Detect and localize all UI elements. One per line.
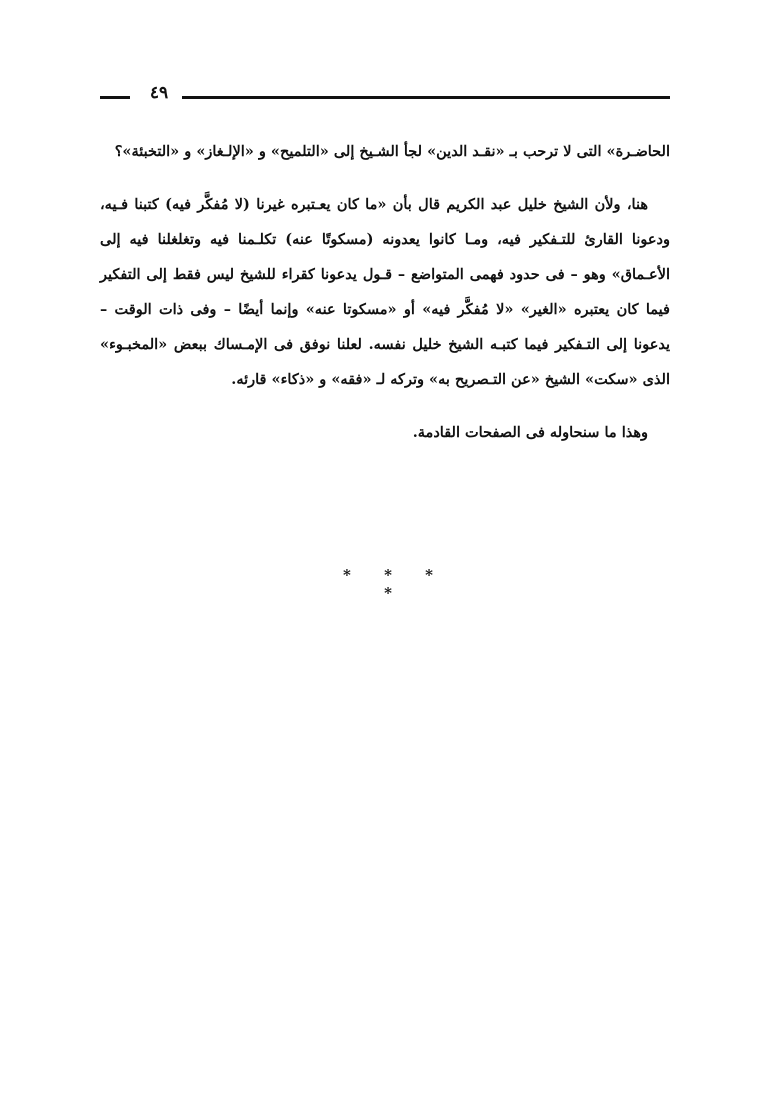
paragraph-2: هنا، ولأن الشيخ خليل عبد الكريم قال بأن «ما كان يعـتبره غيرنا (لا مُفكَّر فيه) كتبنا فـيه، ودعونا القارئ للتـفكير فيه، ومـا كانوا يعدونه (مسكوتًا عنه) تكلـمنا فيه وتغلغلنا فيه إلى الأعـماق» وهو – فى حدود فهمى المتواضع – قـول يدعونا كقراء للشيخ ليس فقط إلى التفكير فيما كان يعتبره «الغير» «لا مُفكَّر فيه» أو «مسكوتا عنه» وإنما أيضًا – وفى ذات الوقت – يدعونا إلى التـفكير فيما كتبـه الشيخ خليل نفسه. لعلنا نوفق فى الإمـساك ببعض «المخبـوء» الذى «سكت» الشيخ «عن التـصريح به» وتركه لـ «فقه» و «ذكاء» قارئه. — [100, 196, 670, 388]
page-number: ٤٩ — [149, 83, 169, 103]
section-separator: * * * * — [343, 566, 447, 602]
paragraph-1: الحاضـرة» التى لا ترحب بـ «نقـد الدين» لجأ الشـيخ إلى «التلميح» و «الإلـغاز» و «التخبئة»؟ — [114, 143, 670, 160]
header-rule-short — [100, 96, 130, 99]
body-text — [100, 134, 670, 450]
paragraph-3: وهذا ما سنحاوله فى الصفحات القادمة. — [412, 424, 648, 441]
page-header — [100, 84, 670, 114]
header-rule-long — [182, 96, 670, 99]
